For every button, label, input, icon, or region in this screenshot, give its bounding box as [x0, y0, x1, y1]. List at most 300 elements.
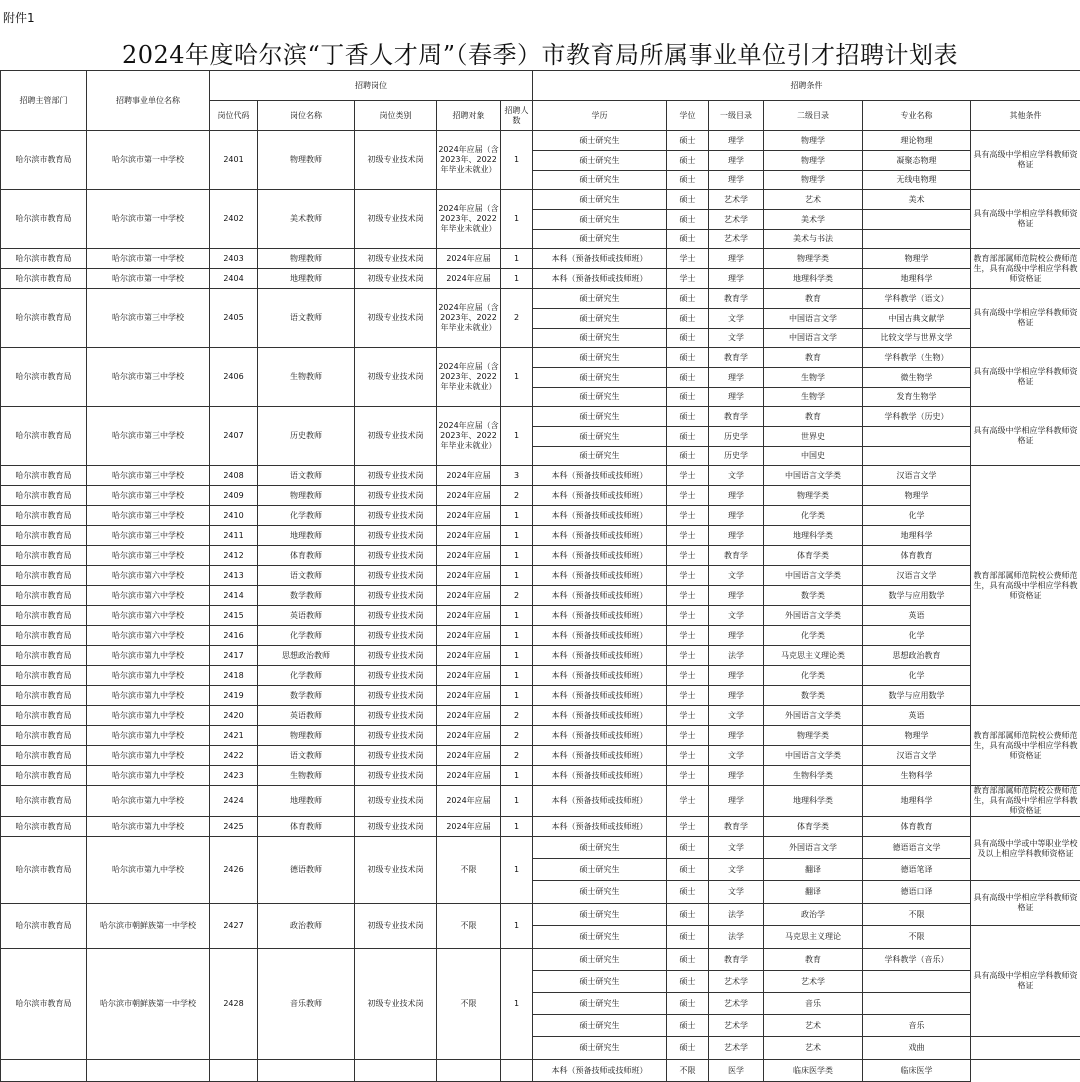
- target-cell: 2024年应届: [437, 686, 501, 706]
- degree-cell: 学士: [667, 526, 709, 546]
- education-cell: 硕士研究生: [533, 210, 667, 230]
- other-conditions-cell: 具有高级中学相应学科教师资格证: [971, 926, 1080, 1037]
- count-cell: 1: [501, 949, 533, 1060]
- category2-cell: 外国语言文学类: [764, 606, 863, 626]
- degree-cell: 学士: [667, 626, 709, 646]
- major-cell: 汉语言文学: [863, 566, 971, 586]
- degree-cell: 硕士: [667, 348, 709, 368]
- degree-cell: 硕士: [667, 447, 709, 466]
- education-cell: 本科（预备技师或技师班）: [533, 506, 667, 526]
- category2-cell: 生物学: [764, 388, 863, 407]
- dept-cell: 哈尔滨市教育局: [1, 486, 87, 506]
- count-cell: 1: [501, 646, 533, 666]
- degree-cell: 硕士: [667, 131, 709, 151]
- category1-cell: 艺术学: [709, 1037, 764, 1060]
- category1-cell: 理学: [709, 506, 764, 526]
- post-name-cell: 历史教师: [258, 407, 355, 466]
- category2-cell: 教育: [764, 348, 863, 368]
- degree-cell: 学士: [667, 586, 709, 606]
- post-code-cell: 2401: [210, 131, 258, 190]
- header-cat2: 二级目录: [764, 101, 863, 131]
- count-cell: 2: [501, 486, 533, 506]
- unit-cell: 哈尔滨市第九中学校: [87, 646, 210, 666]
- dept-cell: 哈尔滨市教育局: [1, 289, 87, 348]
- post-name-cell: 思想政治教师: [258, 646, 355, 666]
- target-cell: [437, 1060, 501, 1082]
- major-cell: 汉语言文学: [863, 466, 971, 486]
- category2-cell: 中国史: [764, 447, 863, 466]
- header-unit: 招聘事业单位名称: [87, 71, 210, 131]
- category1-cell: 理学: [709, 726, 764, 746]
- post-name-cell: 数学教师: [258, 586, 355, 606]
- other-conditions-cell: [971, 1037, 1080, 1060]
- degree-cell: 学士: [667, 269, 709, 289]
- major-cell: 音乐: [863, 1015, 971, 1037]
- degree-cell: 学士: [667, 686, 709, 706]
- degree-cell: 学士: [667, 817, 709, 837]
- education-cell: 硕士研究生: [533, 447, 667, 466]
- degree-cell: 硕士: [667, 368, 709, 388]
- post-code-cell: 2420: [210, 706, 258, 726]
- post-code-cell: 2407: [210, 407, 258, 466]
- post-name-cell: 数学教师: [258, 686, 355, 706]
- category1-cell: 艺术学: [709, 190, 764, 210]
- target-cell: 2024年应届: [437, 606, 501, 626]
- education-cell: 硕士研究生: [533, 837, 667, 859]
- education-cell: 硕士研究生: [533, 993, 667, 1015]
- major-cell: 数学与应用数学: [863, 686, 971, 706]
- category1-cell: 理学: [709, 249, 764, 269]
- target-cell: 2024年应届: [437, 646, 501, 666]
- degree-cell: 学士: [667, 746, 709, 766]
- education-cell: 本科（预备技师或技师班）: [533, 566, 667, 586]
- category1-cell: 理学: [709, 786, 764, 817]
- post-type-cell: 初级专业技术岗: [355, 506, 437, 526]
- unit-cell: 哈尔滨市第六中学校: [87, 586, 210, 606]
- major-cell: 体育教育: [863, 546, 971, 566]
- major-cell: 不限: [863, 926, 971, 949]
- count-cell: 1: [501, 348, 533, 407]
- post-code-cell: 2426: [210, 837, 258, 904]
- unit-cell: 哈尔滨市第九中学校: [87, 746, 210, 766]
- dept-cell: 哈尔滨市教育局: [1, 546, 87, 566]
- major-cell: 理论物理: [863, 131, 971, 151]
- unit-cell: 哈尔滨市第三中学校: [87, 289, 210, 348]
- post-name-cell: 地理教师: [258, 269, 355, 289]
- major-cell: 英语: [863, 706, 971, 726]
- category2-cell: 化学类: [764, 666, 863, 686]
- unit-cell: 哈尔滨市第一中学校: [87, 249, 210, 269]
- category2-cell: 生物科学类: [764, 766, 863, 786]
- degree-cell: 硕士: [667, 427, 709, 447]
- category2-cell: 美术学: [764, 210, 863, 230]
- post-type-cell: 初级专业技术岗: [355, 646, 437, 666]
- dept-cell: 哈尔滨市教育局: [1, 566, 87, 586]
- degree-cell: 学士: [667, 249, 709, 269]
- table-row: [1, 269, 1080, 289]
- count-cell: 1: [501, 606, 533, 626]
- education-cell: 本科（预备技师或技师班）: [533, 746, 667, 766]
- major-cell: [863, 971, 971, 993]
- education-cell: 硕士研究生: [533, 309, 667, 329]
- dept-cell: 哈尔滨市教育局: [1, 506, 87, 526]
- count-cell: 3: [501, 466, 533, 486]
- dept-cell: 哈尔滨市教育局: [1, 686, 87, 706]
- major-cell: 生物科学: [863, 766, 971, 786]
- post-name-cell: 政治教师: [258, 904, 355, 949]
- education-cell: 本科（预备技师或技师班）: [533, 786, 667, 817]
- other-conditions-cell: 具有高级中学相应学科教师资格证: [971, 348, 1080, 407]
- count-cell: 1: [501, 566, 533, 586]
- post-name-cell: 生物教师: [258, 766, 355, 786]
- post-type-cell: 初级专业技术岗: [355, 606, 437, 626]
- table-row: [1, 249, 1080, 269]
- target-cell: 2024年应届: [437, 726, 501, 746]
- category1-cell: 文学: [709, 837, 764, 859]
- major-cell: [863, 447, 971, 466]
- education-cell: 本科（预备技师或技师班）: [533, 526, 667, 546]
- category1-cell: 艺术学: [709, 993, 764, 1015]
- post-code-cell: 2414: [210, 586, 258, 606]
- dept-cell: 哈尔滨市教育局: [1, 666, 87, 686]
- degree-cell: 硕士: [667, 1015, 709, 1037]
- category2-cell: 艺术学: [764, 971, 863, 993]
- education-cell: 硕士研究生: [533, 151, 667, 171]
- category2-cell: 数学类: [764, 586, 863, 606]
- category2-cell: 政治学: [764, 904, 863, 926]
- post-code-cell: 2427: [210, 904, 258, 949]
- post-type-cell: 初级专业技术岗: [355, 586, 437, 606]
- education-cell: 硕士研究生: [533, 1037, 667, 1060]
- category2-cell: 物理学: [764, 131, 863, 151]
- table-row: [1, 626, 1080, 646]
- category2-cell: 教育: [764, 949, 863, 971]
- category1-cell: 历史学: [709, 447, 764, 466]
- major-cell: 发育生物学: [863, 388, 971, 407]
- other-conditions-cell: 教育部部属师范院校公费师范生，具有高级中学相应学科教师资格证: [971, 249, 1080, 289]
- post-code-cell: 2422: [210, 746, 258, 766]
- dept-cell: 哈尔滨市教育局: [1, 131, 87, 190]
- education-cell: 本科（预备技师或技师班）: [533, 766, 667, 786]
- post-code-cell: 2404: [210, 269, 258, 289]
- category1-cell: 理学: [709, 526, 764, 546]
- count-cell: 1: [501, 786, 533, 817]
- major-cell: 无线电物理: [863, 171, 971, 190]
- category2-cell: 教育: [764, 289, 863, 309]
- post-code-cell: 2428: [210, 949, 258, 1060]
- major-cell: 物理学: [863, 249, 971, 269]
- dept-cell: 哈尔滨市教育局: [1, 766, 87, 786]
- target-cell: 2024年应届: [437, 546, 501, 566]
- target-cell: 不限: [437, 837, 501, 904]
- degree-cell: 硕士: [667, 949, 709, 971]
- target-cell: 2024年应届: [437, 586, 501, 606]
- category1-cell: 教育学: [709, 949, 764, 971]
- post-type-cell: 初级专业技术岗: [355, 817, 437, 837]
- category2-cell: 中国语言文学: [764, 309, 863, 329]
- major-cell: 德语笔译: [863, 859, 971, 881]
- table-row: [1, 486, 1080, 506]
- post-name-cell: 地理教师: [258, 786, 355, 817]
- category1-cell: 文学: [709, 466, 764, 486]
- category1-cell: 历史学: [709, 427, 764, 447]
- post-name-cell: 英语教师: [258, 706, 355, 726]
- header-code: 岗位代码: [210, 101, 258, 131]
- unit-cell: 哈尔滨市第九中学校: [87, 837, 210, 904]
- post-name-cell: 英语教师: [258, 606, 355, 626]
- major-cell: 比较文学与世界文学: [863, 329, 971, 348]
- education-cell: 硕士研究生: [533, 348, 667, 368]
- major-cell: 中国古典文献学: [863, 309, 971, 329]
- category1-cell: 教育学: [709, 289, 764, 309]
- category2-cell: 临床医学类: [764, 1060, 863, 1082]
- post-type-cell: 初级专业技术岗: [355, 949, 437, 1060]
- post-name-cell: 语文教师: [258, 746, 355, 766]
- count-cell: 1: [501, 249, 533, 269]
- table-row: [1, 666, 1080, 686]
- unit-cell: 哈尔滨市第六中学校: [87, 606, 210, 626]
- unit-cell: 哈尔滨市第三中学校: [87, 348, 210, 407]
- education-cell: 硕士研究生: [533, 971, 667, 993]
- table-row: [1, 606, 1080, 626]
- post-type-cell: 初级专业技术岗: [355, 626, 437, 646]
- target-cell: 2024年应届（含2023年、2022年毕业未就业）: [437, 131, 501, 190]
- table-row: [1, 646, 1080, 666]
- degree-cell: 硕士: [667, 230, 709, 249]
- category2-cell: 物理学: [764, 151, 863, 171]
- category2-cell: 马克思主义理论类: [764, 646, 863, 666]
- major-cell: 汉语言文学: [863, 746, 971, 766]
- target-cell: 2024年应届: [437, 566, 501, 586]
- category2-cell: 地理科学类: [764, 269, 863, 289]
- post-name-cell: 语文教师: [258, 566, 355, 586]
- post-type-cell: 初级专业技术岗: [355, 546, 437, 566]
- unit-cell: 哈尔滨市第三中学校: [87, 546, 210, 566]
- table-row: [1, 289, 1080, 309]
- major-cell: 学科教学（生物）: [863, 348, 971, 368]
- category2-cell: 地理科学类: [764, 526, 863, 546]
- post-code-cell: 2418: [210, 666, 258, 686]
- dept-cell: 哈尔滨市教育局: [1, 586, 87, 606]
- table-row: [1, 904, 1080, 926]
- degree-cell: 硕士: [667, 388, 709, 407]
- table-row: [1, 786, 1080, 817]
- major-cell: 思想政治教育: [863, 646, 971, 666]
- education-cell: 硕士研究生: [533, 329, 667, 348]
- post-code-cell: 2415: [210, 606, 258, 626]
- major-cell: 地理科学: [863, 269, 971, 289]
- category2-cell: 艺术: [764, 1015, 863, 1037]
- category1-cell: 法学: [709, 904, 764, 926]
- count-cell: 2: [501, 746, 533, 766]
- target-cell: 2024年应届: [437, 269, 501, 289]
- dept-cell: 哈尔滨市教育局: [1, 786, 87, 817]
- degree-cell: 硕士: [667, 190, 709, 210]
- post-name-cell: 语文教师: [258, 289, 355, 348]
- degree-cell: 硕士: [667, 210, 709, 230]
- table-row: [1, 190, 1080, 210]
- count-cell: 1: [501, 666, 533, 686]
- category1-cell: 理学: [709, 666, 764, 686]
- degree-cell: 学士: [667, 666, 709, 686]
- unit-cell: 哈尔滨市第三中学校: [87, 486, 210, 506]
- category2-cell: 教育: [764, 407, 863, 427]
- dept-cell: 哈尔滨市教育局: [1, 626, 87, 646]
- unit-cell: 哈尔滨市朝鲜族第一中学校: [87, 904, 210, 949]
- category2-cell: 美术与书法: [764, 230, 863, 249]
- category1-cell: 医学: [709, 1060, 764, 1082]
- category1-cell: 理学: [709, 269, 764, 289]
- table-row: [1, 949, 1080, 971]
- education-cell: 本科（预备技师或技师班）: [533, 706, 667, 726]
- post-code-cell: 2402: [210, 190, 258, 249]
- post-code-cell: 2409: [210, 486, 258, 506]
- major-cell: 凝聚态物理: [863, 151, 971, 171]
- major-cell: 数学与应用数学: [863, 586, 971, 606]
- post-type-cell: 初级专业技术岗: [355, 526, 437, 546]
- education-cell: 本科（预备技师或技师班）: [533, 726, 667, 746]
- degree-cell: 硕士: [667, 993, 709, 1015]
- unit-cell: 哈尔滨市第六中学校: [87, 566, 210, 586]
- education-cell: 本科（预备技师或技师班）: [533, 606, 667, 626]
- category1-cell: 理学: [709, 151, 764, 171]
- category1-cell: 文学: [709, 881, 764, 904]
- target-cell: 2024年应届: [437, 526, 501, 546]
- unit-cell: 哈尔滨市第六中学校: [87, 626, 210, 646]
- major-cell: 美术: [863, 190, 971, 210]
- target-cell: 不限: [437, 904, 501, 949]
- header-target: 招聘对象: [437, 101, 501, 131]
- degree-cell: 学士: [667, 606, 709, 626]
- count-cell: 1: [501, 269, 533, 289]
- post-type-cell: 初级专业技术岗: [355, 269, 437, 289]
- count-cell: 1: [501, 686, 533, 706]
- education-cell: 本科（预备技师或技师班）: [533, 249, 667, 269]
- category1-cell: 教育学: [709, 817, 764, 837]
- target-cell: 2024年应届: [437, 626, 501, 646]
- major-cell: 地理科学: [863, 526, 971, 546]
- table-row: [1, 686, 1080, 706]
- count-cell: 2: [501, 586, 533, 606]
- category1-cell: 文学: [709, 329, 764, 348]
- category1-cell: 理学: [709, 388, 764, 407]
- major-cell: 化学: [863, 666, 971, 686]
- category2-cell: 艺术: [764, 190, 863, 210]
- major-cell: 化学: [863, 626, 971, 646]
- education-cell: 本科（预备技师或技师班）: [533, 626, 667, 646]
- category1-cell: 法学: [709, 646, 764, 666]
- count-cell: [501, 1060, 533, 1082]
- major-cell: 学科教学（音乐）: [863, 949, 971, 971]
- education-cell: 本科（预备技师或技师班）: [533, 646, 667, 666]
- table-row: [1, 546, 1080, 566]
- category2-cell: 外国语言文学类: [764, 706, 863, 726]
- education-cell: 本科（预备技师或技师班）: [533, 269, 667, 289]
- other-conditions-cell: 教育部部属师范院校公费师范生，具有高级中学相应学科教师资格证: [971, 706, 1080, 786]
- target-cell: 2024年应届: [437, 666, 501, 686]
- degree-cell: 学士: [667, 786, 709, 817]
- degree-cell: 学士: [667, 506, 709, 526]
- post-code-cell: 2416: [210, 626, 258, 646]
- target-cell: 2024年应届: [437, 786, 501, 817]
- target-cell: 2024年应届（含2023年、2022年毕业未就业）: [437, 348, 501, 407]
- education-cell: 硕士研究生: [533, 368, 667, 388]
- degree-cell: 学士: [667, 646, 709, 666]
- post-type-cell: 初级专业技术岗: [355, 837, 437, 904]
- unit-cell: 哈尔滨市第九中学校: [87, 726, 210, 746]
- degree-cell: 硕士: [667, 881, 709, 904]
- post-code-cell: 2411: [210, 526, 258, 546]
- target-cell: 2024年应届: [437, 486, 501, 506]
- post-type-cell: 初级专业技术岗: [355, 706, 437, 726]
- post-type-cell: 初级专业技术岗: [355, 249, 437, 269]
- unit-cell: 哈尔滨市第一中学校: [87, 190, 210, 249]
- other-conditions-cell: 具有高级中学相应学科教师资格证: [971, 881, 1080, 926]
- degree-cell: 硕士: [667, 1037, 709, 1060]
- dept-cell: 哈尔滨市教育局: [1, 348, 87, 407]
- category2-cell: 体育学类: [764, 546, 863, 566]
- target-cell: 2024年应届: [437, 746, 501, 766]
- degree-cell: 硕士: [667, 151, 709, 171]
- recruitment-table: [0, 70, 1080, 1082]
- table-row: [1, 131, 1080, 151]
- other-conditions-cell: 具有高级中学或中等职业学校及以上相应学科教师资格证: [971, 817, 1080, 881]
- table-row: [1, 837, 1080, 859]
- unit-cell: 哈尔滨市朝鲜族第一中学校: [87, 949, 210, 1060]
- dept-cell: 哈尔滨市教育局: [1, 706, 87, 726]
- degree-cell: 学士: [667, 486, 709, 506]
- target-cell: 2024年应届（含2023年、2022年毕业未就业）: [437, 407, 501, 466]
- post-name-cell: 化学教师: [258, 626, 355, 646]
- header-post-group: 招聘岗位: [210, 71, 533, 101]
- major-cell: [863, 230, 971, 249]
- count-cell: 1: [501, 904, 533, 949]
- post-name-cell: 物理教师: [258, 249, 355, 269]
- header-count: 招聘人数: [501, 101, 533, 131]
- dept-cell: 哈尔滨市教育局: [1, 949, 87, 1060]
- category2-cell: 化学类: [764, 626, 863, 646]
- post-name-cell: 化学教师: [258, 666, 355, 686]
- post-type-cell: 初级专业技术岗: [355, 766, 437, 786]
- degree-cell: 学士: [667, 566, 709, 586]
- education-cell: 本科（预备技师或技师班）: [533, 546, 667, 566]
- category1-cell: 艺术学: [709, 971, 764, 993]
- degree-cell: 硕士: [667, 971, 709, 993]
- major-cell: 学科教学（语文）: [863, 289, 971, 309]
- header-other: 其他条件: [971, 101, 1080, 131]
- major-cell: 临床医学: [863, 1060, 971, 1082]
- post-name-cell: 语文教师: [258, 466, 355, 486]
- category2-cell: 物理学类: [764, 726, 863, 746]
- category1-cell: 文学: [709, 706, 764, 726]
- category1-cell: 理学: [709, 486, 764, 506]
- category1-cell: 教育学: [709, 407, 764, 427]
- table-row: [1, 526, 1080, 546]
- degree-cell: 硕士: [667, 926, 709, 949]
- post-code-cell: 2405: [210, 289, 258, 348]
- header-dept: 招聘主管部门: [1, 71, 87, 131]
- degree-cell: 硕士: [667, 904, 709, 926]
- category2-cell: 马克思主义理论: [764, 926, 863, 949]
- dept-cell: 哈尔滨市教育局: [1, 466, 87, 486]
- post-code-cell: 2413: [210, 566, 258, 586]
- table-row: [1, 407, 1080, 427]
- post-name-cell: 体育教师: [258, 817, 355, 837]
- category2-cell: 翻译: [764, 881, 863, 904]
- dept-cell: 哈尔滨市教育局: [1, 837, 87, 904]
- header-post-type: 岗位类别: [355, 101, 437, 131]
- post-type-cell: 初级专业技术岗: [355, 348, 437, 407]
